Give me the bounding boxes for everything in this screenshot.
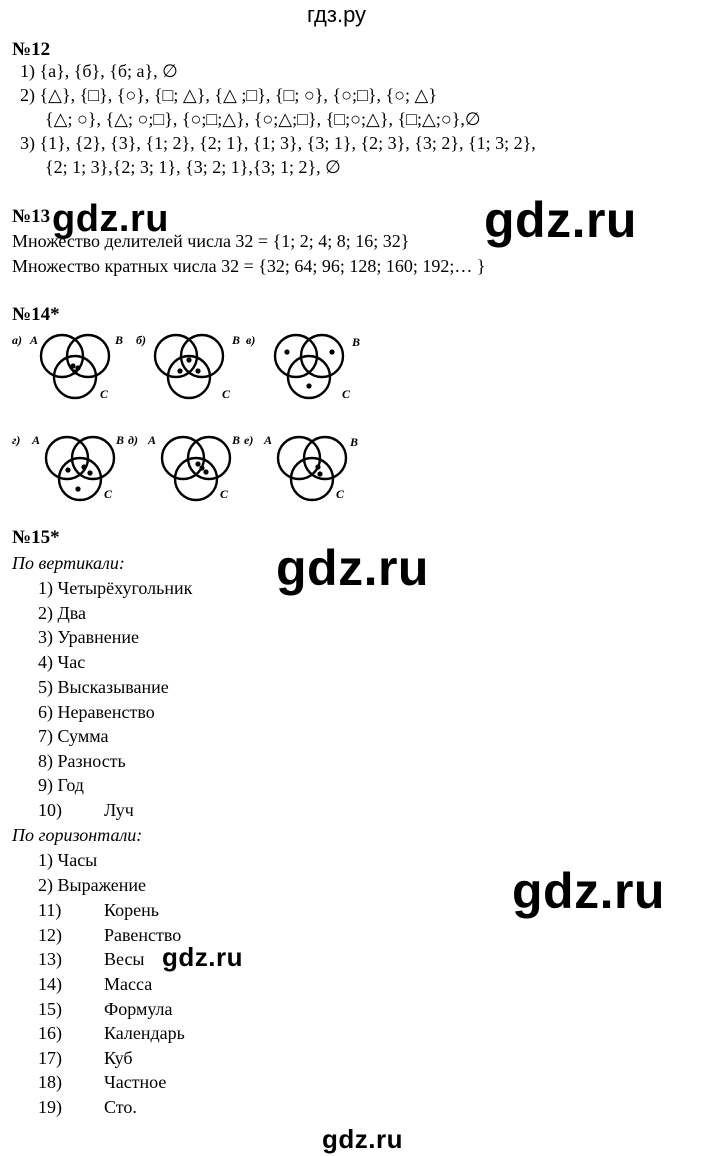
diagram-label: е) [244,433,254,447]
exercise-14-title: №14* [12,304,60,325]
item-number: 13) [38,949,62,969]
vertical-heading: По вертикали: [12,553,125,573]
element-dot [317,471,322,476]
item-number: 4) [38,652,53,672]
item-word: Луч [104,800,134,820]
element-dot [70,363,75,368]
set-c-label: C [222,387,231,401]
item-word: Частное [104,1072,167,1092]
list-item [38,678,169,696]
set-c-label: C [342,387,351,401]
element-dot [195,461,200,466]
element-dot [87,470,92,475]
venn-diagram-d [12,434,142,510]
item-number: 16) [38,1023,62,1043]
ex13-divisors: Множество делителей числа 32 = {1; 2; 4; 8; 16; 32} [12,231,410,251]
exercise-13-title: №13 [12,206,51,227]
set-c-label: C [100,387,109,401]
list-item [38,628,139,646]
item-word: Разность [57,751,126,771]
item-number: 14) [38,974,62,994]
item-number: 1) [38,578,53,598]
set-b-label: B [232,333,241,347]
item-number: 3) [38,627,53,647]
item-word: Весы [104,949,145,969]
element-dot [177,368,182,373]
list-item [38,776,84,794]
item-word: Часы [57,850,98,870]
watermark: gdz.ru [162,942,243,972]
element-dot [329,349,334,354]
item-number: 11) [38,900,62,920]
element-dot [65,467,70,472]
venn-diagram-f [244,434,374,510]
item-word: Четырёхугольник [57,578,193,598]
element-dot [203,469,208,474]
set-b-label: B [232,433,241,447]
element-dot [75,486,80,491]
ex12-line-3-cont: {2; 1; 3},{2; 3; 1}, {3; 2; 1},{3; 1; 2}, ∅ [45,157,341,177]
element-dot [72,369,77,374]
list-item [38,851,97,869]
item-number: 10) [38,800,62,820]
set-b-label: B [115,333,124,347]
set-b-label: B [350,435,359,449]
set-c-label: C [336,487,345,501]
element-dot [195,368,200,373]
item-number: 8) [38,751,53,771]
diagram-label: а) [12,333,22,347]
set-a-label: A [30,333,39,347]
item-number: 17) [38,1048,62,1068]
set-c-label: C [220,487,229,501]
item-word: Сумма [57,726,109,746]
element-dot [186,357,191,362]
set-a-label: A [264,433,273,447]
set-a-label: A [32,433,41,447]
watermark: gdz.ru [484,192,637,248]
item-number: 12) [38,925,62,945]
watermark: gdz.ru [322,1124,403,1154]
item-number: 2) [38,603,53,623]
item-word: Выражение [57,875,147,895]
watermark: gdz.ru [276,540,429,596]
item-word: Куб [104,1048,133,1068]
ex13-multiples: Множество кратных числа 32 = {32; 64; 96; 128; 160; 192;… } [12,256,486,276]
element-dot [315,464,320,469]
item-number: 2) [38,875,53,895]
watermark: gdz.ru [52,198,169,240]
ex12-line-1: 1) {а}, {б}, {б; а}, ∅ [20,61,178,81]
set-a-label: A [148,433,157,447]
diagram-label: д) [128,433,138,447]
item-number: 5) [38,677,53,697]
exercise-15-title: №15* [12,527,60,548]
venn-diagram-e [128,434,258,510]
item-word: Два [57,603,87,623]
item-word: Формула [104,999,173,1019]
list-item [38,703,155,721]
ex12-line-3: 3) {1}, {2}, {3}, {1; 2}, {2; 1}, {1; 3}, {3; 1}, {2; 3}, {3; 2}, {1; 3; 2}, [20,133,536,153]
venn-diagram-b [136,330,254,406]
item-number: 6) [38,702,53,722]
set-b-label: B [352,335,361,349]
item-number: 15) [38,999,62,1019]
item-word: Год [57,775,84,795]
diagram-label: б) [136,333,146,347]
list-item [38,579,192,597]
venn-diagram-c [246,330,376,406]
set-c-label: C [104,487,113,501]
element-dot [306,383,311,388]
watermark: gdz.ru [512,863,665,919]
item-word: Уравнение [57,627,140,647]
item-word: Неравенство [57,702,155,722]
item-word: Час [57,652,86,672]
exercise-12-title: №12 [12,39,51,60]
item-number: 1) [38,850,53,870]
list-item [38,653,85,671]
venn-diagram-a [12,330,130,406]
item-word: Сто. [104,1097,137,1117]
item-number: 19) [38,1097,62,1117]
element-dot [81,464,86,469]
diagram-label: г) [12,433,21,447]
item-word: Корень [104,900,159,920]
item-word: Высказывание [57,677,169,697]
diagram-label: в) [246,333,256,347]
list-item [38,604,86,622]
item-word: Равенство [104,925,182,945]
list-item [38,752,126,770]
item-word: Масса [104,974,153,994]
item-word: Календарь [104,1023,185,1043]
item-number: 7) [38,726,53,746]
set-b-label: B [116,433,125,447]
element-dot [199,465,204,470]
ex12-line-2-cont: {△; ○}, {△; ○;□}, {○;□;△}, {○;△;□}, {□;○;△}, {□;△;○},∅ [45,109,481,129]
element-dot [284,349,289,354]
site-header: гдз.ру [307,2,367,27]
list-item [38,727,108,745]
list-item [38,801,62,819]
item-number: 18) [38,1072,62,1092]
horizontal-heading: По горизонтали: [12,825,143,845]
item-number: 9) [38,775,53,795]
ex12-line-2: 2) {△}, {□}, {○}, {□; △}, {△ ;□}, {□; ○}, {○;□}, {○; △} [20,85,437,105]
list-item [38,876,146,894]
